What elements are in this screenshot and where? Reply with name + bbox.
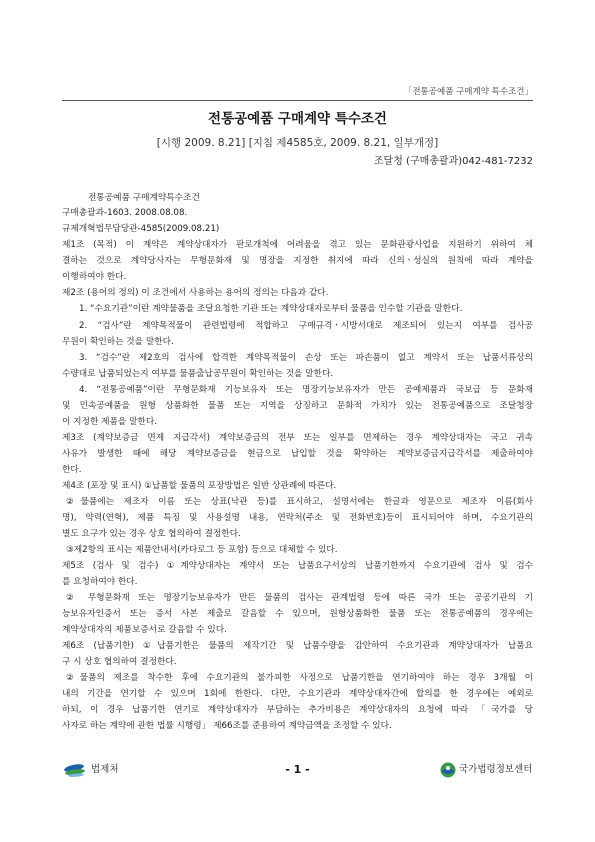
text-line: ②물품의 제조를 착수한 후에 수요기관의 불가피한 사정으로 납품기한을 연기하여야 하는 경우 3개월 이 [66, 673, 533, 683]
text-line: 계약상대자의 제품보증서로 갈음할 수 있다. [62, 625, 227, 635]
text-line: 능보유자인증서 또는 증서 사본 제출로 갈음할 수 있으며, 원형상품화한 물품 또는 전통공예품의 경우에는 [62, 609, 533, 619]
text-line: 1. “수요기관”이란 계약물품을 조달요청한 기관 또는 계약상대자로부터 물품을 인수할 기관을 말한다. [79, 304, 463, 314]
document-contact: 조달청 (구매총괄과)042-481-7232 [373, 156, 533, 167]
text-line: 명), 약력(연혁), 제품 특징 및 사용설명 내용, 연락처(주소 및 전화번호)등이 표시되어야 하며, 수요기관의 [62, 513, 533, 523]
text-line: 제1조 (목적) 이 계약은 계약상대자가 판로개척에 어려움을 겪고 있는 문화관광사업을 지원하기 위하여 체 [62, 240, 533, 250]
text-line: 별도 요구가 있는 경우 상호 협의하여 결정한다. [62, 529, 241, 539]
text-line: 사자로 하는 계약에 관한 법률 시행령」 제66조를 준용하여 계약금액을 조정할 수 있다. [62, 721, 392, 731]
header-rule [62, 100, 533, 101]
running-header-title: 「전통공예품 구매계약 특수조건」 [403, 87, 533, 97]
law-center-logo-icon [440, 762, 456, 778]
text-line: 및 민속공예품을 원형 상품화한 물품 또는 지역을 상징하고 문화적 가치가 있는 전통공예품으로 조달청장 [62, 401, 533, 411]
text-line: 무원이 확인하는 것을 말한다. [62, 337, 174, 347]
text-line: 전통공예품 구매계약특수조건 [88, 193, 200, 203]
text-line: 사유가 발생한 때에 해당 계약보증금을 현금으로 납입할 것을 확약하는 계약보증금지급각서를 제출하여야 [62, 449, 533, 459]
text-line: 이행하여야 한다. [62, 272, 127, 282]
text-line: 이 지정한 제품을 말한다. [62, 417, 157, 427]
page-number: - 1 - [285, 763, 310, 776]
text-line: 결하는 것으로 계약당사자는 무형문화재 및 명장을 지정한 취지에 따라 신의ㆍ성실의 원칙에 따라 계약을 [62, 256, 533, 266]
text-line: 규제개혁법무담당관-4585(2009.08.21) [62, 224, 220, 234]
text-line: 구매총괄과-1603. 2008.08.08. [62, 208, 188, 218]
text-line: ③제2항의 표시는 제품안내서(카다로그 등 포함) 등으로 대체할 수 있다. [66, 545, 338, 555]
text-line: ②물품에는 제조자 이름 또는 상표(낙관 등)를 표시하고, 설명서에는 한글과 영문으로 제조자 이름(회사 [66, 497, 533, 507]
text-line: 2. “검사”란 계약목적물이 관련법령에 적합하고 구매규격ㆍ시방서대로 제조되어 있는지 여부를 검사공 [79, 321, 533, 331]
text-line: 제3조 (계약보증금 면제 지급각서) 계약보증금의 전부 또는 일부를 면제하는 경우 계약상대자는 국고 귀속 [62, 433, 533, 443]
text-line: 를 요청하여야 한다. [62, 577, 138, 587]
text-line: 하되, 이 경우 납품기한 연기로 계약상대자가 부담하는 추가비용은 계약상대자의 요청에 따라 「국가를 당 [62, 705, 533, 715]
document-title: 전통공예품 구매계약 특수조건 [208, 111, 387, 127]
text-line: 제6조 (납품기한) ①납품기한은 물품의 제작기간 및 납품수량을 감안하여 수요기관과 계약상대자가 납품요 [62, 641, 533, 651]
document-enforcement-info: [시행 2009. 8.21] [지침 제4585호, 2009. 8.21, 일부개정] [156, 137, 439, 149]
footer-law-center-label: 국가법령정보센터 [459, 764, 533, 775]
text-line: 3. “검수”란 제2호의 검사에 합격한 계약목적물이 손상 또는 파손품이 없고 계약서 또는 납품서류상의 [79, 353, 533, 363]
text-line: 4. “전통공예품”이란 무형문화재 기능보유자 또는 명장기능보유자가 만든 공예제품과 국보급 등 문화재 [79, 385, 533, 395]
text-line: 제2조 (용어의 정의) 이 조건에서 사용하는 용어의 정의는 다음과 같다. [62, 288, 329, 298]
text-line: 수량대로 납품되었는지 여부를 물품출납공무원이 확인하는 것을 말한다. [62, 369, 334, 379]
footer-agency-label: 법제처 [91, 764, 119, 775]
text-line: 제4조 (포장 및 표시) ①납품할 물품의 포장방법은 일반 상관례에 따른다. [62, 481, 337, 491]
text-line: 한다. [62, 465, 82, 475]
text-line: 제5조 (검사 및 검수) ①계약상대자는 계약서 또는 납품요구서상의 납품기한까지 수요기관에 검사 및 검수 [62, 561, 533, 571]
text-line: ② 무형문화재 또는 명장기능보유자가 만든 물품의 검사는 관계법령 등에 따른 국가 또는 공공기관의 기 [66, 593, 533, 603]
text-line: 구 시 상호 협의하여 결정한다. [62, 657, 177, 667]
text-line: 내의 기간을 연기할 수 있으며 1회에 한한다. 다만, 수요기관과 계약상대자간에 합의를 한 경우에는 예외로 [62, 689, 533, 699]
